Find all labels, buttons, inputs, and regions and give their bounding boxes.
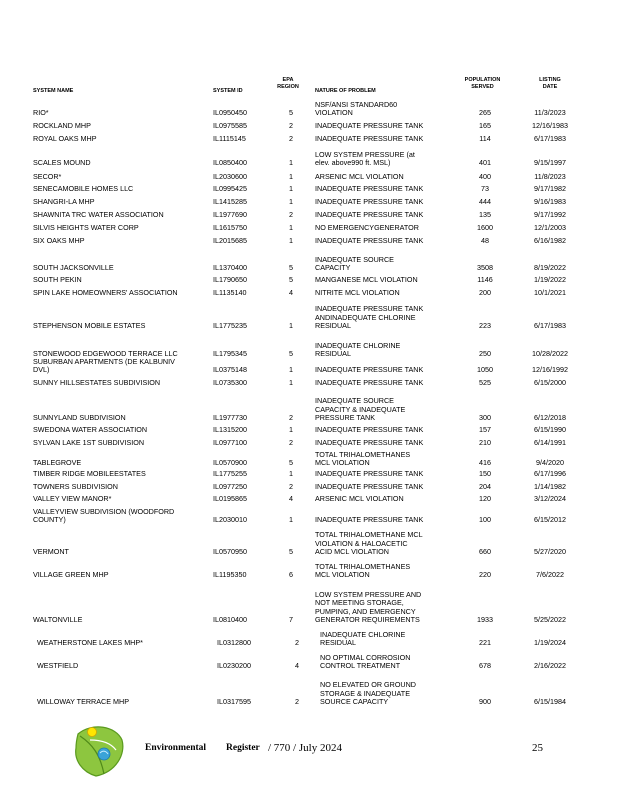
problem-cell: INADEQUATE PRESSURE TANK <box>315 235 424 245</box>
system-id-cell: IL1135140 <box>213 287 247 297</box>
page-footer <box>0 716 618 796</box>
epa-region-cell: 2 <box>289 120 293 130</box>
system-name-cell: SYLVAN LAKE 1ST SUBDIVISION <box>33 437 145 447</box>
system-id-cell: IL1795345 <box>213 348 247 358</box>
system-id-cell: IL0995425 <box>213 183 247 193</box>
listing-date-cell: 5/27/2020 <box>534 546 566 556</box>
epa-region-cell: 1 <box>289 235 293 245</box>
population-cell: 220 <box>479 569 491 579</box>
problem-cell: MANGANESE MCL VIOLATION <box>315 274 418 284</box>
system-id-cell: IL1775235 <box>213 320 247 330</box>
system-name-cell: WILLOWAY TERRACE MHP <box>37 696 129 706</box>
epa-region-cell: 1 <box>289 468 293 478</box>
problem-cell: INADEQUATE SOURCE CAPACITY <box>315 254 394 272</box>
population-cell: 1050 <box>477 364 493 374</box>
population-cell: 678 <box>479 660 491 670</box>
system-name-cell: SUNNYLAND SUBDIVISION <box>33 412 126 422</box>
problem-cell: LOW SYSTEM PRESSURE AND NOT MEETING STORAGE, PUMPING, AND EMERGENCY GENERATOR REQUIREMENTS <box>315 590 422 624</box>
system-name-cell: VALLEYVIEW SUBDIVISION (WOODFORD COUNTY) <box>33 506 175 524</box>
epa-region-cell: 2 <box>289 133 293 143</box>
listing-date-cell: 6/15/2000 <box>534 377 566 387</box>
population-cell: 200 <box>479 287 491 297</box>
system-name-cell: VALLEY VIEW MANOR* <box>33 493 112 503</box>
system-id-cell: IL0977100 <box>213 437 247 447</box>
header-system-name: SYSTEM NAME <box>33 88 74 94</box>
population-cell: 1600 <box>477 222 493 232</box>
listing-date-cell: 6/15/1990 <box>534 424 566 434</box>
epa-region-cell: 7 <box>289 614 293 624</box>
epa-region-cell: 1 <box>289 424 293 434</box>
population-cell: 210 <box>479 437 491 447</box>
population-cell: 120 <box>479 493 491 503</box>
epa-region-cell: 1 <box>289 157 293 167</box>
population-cell: 3508 <box>477 262 493 272</box>
system-id-cell: IL2030600 <box>213 171 247 181</box>
system-name-cell: STONEWOOD EDGEWOOD TERRACE LLC <box>33 348 178 358</box>
listing-date-cell: 11/8/2023 <box>534 171 566 181</box>
listing-date-cell: 8/19/2022 <box>534 262 566 272</box>
listing-date-cell: 6/17/1983 <box>534 320 566 330</box>
epa-region-cell: 4 <box>295 660 299 670</box>
problem-cell: ARSENIC MCL VIOLATION <box>315 171 404 181</box>
listing-date-cell: 12/16/1992 <box>532 364 568 374</box>
system-id-cell: IL0810400 <box>213 614 247 624</box>
system-name-cell: SECOR* <box>33 171 62 181</box>
system-name-cell: WEATHERSTONE LAKES MHP* <box>37 637 143 647</box>
population-cell: 223 <box>479 320 491 330</box>
epa-region-cell: 4 <box>289 493 293 503</box>
system-name-cell: TOWNERS SUBDIVISION <box>33 481 118 491</box>
system-id-cell: IL0735300 <box>213 377 247 387</box>
population-cell: 165 <box>479 120 491 130</box>
listing-date-cell: 6/17/1996 <box>534 468 566 478</box>
problem-cell: NO EMERGENCYGENERATOR <box>315 222 419 232</box>
epa-region-cell: 5 <box>289 546 293 556</box>
system-id-cell: IL0850400 <box>213 157 247 167</box>
listing-date-cell: 5/25/2022 <box>534 614 566 624</box>
epa-region-cell: 6 <box>289 569 293 579</box>
epa-region-cell: 5 <box>289 348 293 358</box>
problem-cell: TOTAL TRIHALOMETHANE MCL VIOLATION & HALOACETIC ACID MCL VIOLATION <box>315 530 423 556</box>
listing-date-cell: 9/16/1983 <box>534 196 566 206</box>
population-cell: 150 <box>479 468 491 478</box>
problem-cell: INADEQUATE SOURCE CAPACITY & INADEQUATE PRESSURE TANK <box>315 396 406 422</box>
listing-date-cell: 11/3/2023 <box>534 107 566 117</box>
problem-cell: INADEQUATE PRESSURE TANK <box>315 133 424 143</box>
system-name-cell: TABLEGROVE <box>33 457 82 467</box>
problem-cell: INADEQUATE PRESSURE TANK <box>315 514 424 524</box>
problem-cell: INADEQUATE PRESSURE TANK <box>315 364 424 374</box>
population-cell: 157 <box>479 424 491 434</box>
population-cell: 135 <box>479 209 491 219</box>
system-name-cell: SWEDONA WATER ASSOCIATION <box>33 424 148 434</box>
epa-region-cell: 5 <box>289 107 293 117</box>
system-name-cell: SUBURBAN APARTMENTS (DE KALBUNIV DVL) <box>33 356 175 374</box>
problem-cell: INADEQUATE CHLORINE RESIDUAL <box>315 340 401 358</box>
system-id-cell: IL0230200 <box>217 660 251 670</box>
listing-date-cell: 12/16/1983 <box>532 120 568 130</box>
system-name-cell: SCALES MOUND <box>33 157 91 167</box>
listing-date-cell: 6/14/1991 <box>534 437 566 447</box>
population-cell: 73 <box>481 183 489 193</box>
system-name-cell: VILLAGE GREEN MHP <box>33 569 109 579</box>
system-name-cell: SIX OAKS MHP <box>33 235 85 245</box>
footer-page-number: 25 <box>532 742 543 754</box>
problem-cell: INADEQUATE PRESSURE TANK ANDINADEQUATE CHLORINE RESIDUAL <box>315 304 424 330</box>
system-id-cell: IL2030010 <box>213 514 247 524</box>
system-name-cell: SENECAMOBILE HOMES LLC <box>33 183 134 193</box>
leaf-logo-icon <box>70 720 126 778</box>
listing-date-cell: 6/16/1982 <box>534 235 566 245</box>
population-cell: 1146 <box>477 274 493 284</box>
listing-date-cell: 1/19/2022 <box>534 274 566 284</box>
population-cell: 1933 <box>477 614 493 624</box>
system-name-cell: SHANGRI-LA MHP <box>33 196 95 206</box>
population-cell: 525 <box>479 377 491 387</box>
epa-region-cell: 2 <box>289 412 293 422</box>
system-id-cell: IL0977250 <box>213 481 247 491</box>
epa-region-cell: 4 <box>289 287 293 297</box>
problem-cell: INADEQUATE PRESSURE TANK <box>315 183 424 193</box>
problem-cell: LOW SYSTEM PRESSURE (at elev. above990 ft. MSL) <box>315 149 415 167</box>
listing-date-cell: 6/12/2018 <box>534 412 566 422</box>
system-name-cell: WESTFIELD <box>37 660 79 670</box>
population-cell: 400 <box>479 171 491 181</box>
problem-cell: TOTAL TRIHALOMETHANES MCL VIOLATION <box>315 449 411 467</box>
table-row <box>0 646 618 706</box>
epa-region-cell: 1 <box>289 364 293 374</box>
system-name-cell: RIO* <box>33 107 49 117</box>
epa-region-cell: 1 <box>289 320 293 330</box>
epa-region-cell: 2 <box>295 637 299 647</box>
listing-date-cell: 2/16/2022 <box>534 660 566 670</box>
system-name-cell: SOUTH JACKSONVILLE <box>33 262 114 272</box>
population-cell: 114 <box>479 133 491 143</box>
system-id-cell: IL1977690 <box>213 209 247 219</box>
system-name-cell: TIMBER RIDGE MOBILEESTATES <box>33 468 146 478</box>
listing-date-cell: 6/15/1984 <box>534 696 566 706</box>
problem-cell: INADEQUATE PRESSURE TANK <box>315 468 424 478</box>
listing-date-cell: 1/14/1982 <box>534 481 566 491</box>
system-id-cell: IL2015685 <box>213 235 247 245</box>
problem-cell: INADEQUATE PRESSURE TANK <box>315 437 424 447</box>
population-cell: 100 <box>479 514 491 524</box>
problem-cell: NO OPTIMAL CORROSION CONTROL TREATMENT <box>320 652 411 670</box>
system-id-cell: IL1115145 <box>213 133 246 143</box>
problem-cell: INADEQUATE CHLORINE RESIDUAL <box>320 629 406 647</box>
system-id-cell: IL1977730 <box>213 412 247 422</box>
system-id-cell: IL1415285 <box>213 196 247 206</box>
system-id-cell: IL0317595 <box>217 696 251 706</box>
epa-region-cell: 2 <box>289 209 293 219</box>
system-id-cell: IL0975585 <box>213 120 247 130</box>
header-nature-of-problem: NATURE OF PROBLEM <box>315 88 376 94</box>
listing-date-cell: 9/4/2020 <box>536 457 564 467</box>
population-cell: 48 <box>481 235 489 245</box>
epa-region-cell: 5 <box>289 457 293 467</box>
listing-date-cell: 10/28/2022 <box>532 348 568 358</box>
population-cell: 204 <box>479 481 491 491</box>
population-cell: 265 <box>479 107 491 117</box>
problem-cell: INADEQUATE PRESSURE TANK <box>315 120 424 130</box>
footer-register: Register <box>226 743 260 753</box>
system-id-cell: IL0195865 <box>213 493 247 503</box>
header-listing-date: LISTING DATE <box>539 77 561 90</box>
listing-date-cell: 12/1/2003 <box>534 222 566 232</box>
epa-region-cell: 2 <box>289 437 293 447</box>
problem-cell: INADEQUATE PRESSURE TANK <box>315 424 424 434</box>
population-cell: 444 <box>479 196 491 206</box>
listing-date-cell: 10/1/2021 <box>534 287 566 297</box>
epa-region-cell: 1 <box>289 222 293 232</box>
system-id-cell: IL0570900 <box>213 457 247 467</box>
problem-cell: INADEQUATE PRESSURE TANK <box>315 209 424 219</box>
problem-cell: INADEQUATE PRESSURE TANK <box>315 481 424 491</box>
listing-date-cell: 9/17/1982 <box>534 183 566 193</box>
listing-date-cell: 6/17/1983 <box>534 133 566 143</box>
system-name-cell: SOUTH PEKIN <box>33 274 82 284</box>
listing-date-cell: 7/6/2022 <box>536 569 564 579</box>
system-name-cell: WALTONVILLE <box>33 614 83 624</box>
population-cell: 401 <box>479 157 491 167</box>
system-id-cell: IL1315200 <box>213 424 247 434</box>
epa-region-cell: 1 <box>289 514 293 524</box>
system-id-cell: IL1615750 <box>213 222 247 232</box>
problem-cell: ARSENIC MCL VIOLATION <box>315 493 404 503</box>
problem-cell: NSF/ANSI STANDARD60 VIOLATION <box>315 99 398 117</box>
population-cell: 300 <box>479 412 491 422</box>
population-cell: 660 <box>479 546 491 556</box>
system-id-cell: IL0375148 <box>213 364 247 374</box>
problem-cell: INADEQUATE PRESSURE TANK <box>315 377 424 387</box>
epa-region-cell: 5 <box>289 262 293 272</box>
epa-region-cell: 2 <box>295 696 299 706</box>
listing-date-cell: 9/17/1992 <box>534 209 566 219</box>
system-name-cell: ROYAL OAKS MHP <box>33 133 97 143</box>
system-name-cell: SUNNY HILLSESTATES SUBDIVISION <box>33 377 161 387</box>
header-epa-region: EPA REGION <box>277 77 299 90</box>
footer-issue: / 770 / July 2024 <box>268 742 342 754</box>
footer-environmental: Environmental <box>145 743 207 753</box>
system-id-cell: IL1790650 <box>213 274 247 284</box>
epa-region-cell: 1 <box>289 377 293 387</box>
header-population-served: POPULATION SERVED <box>464 77 501 90</box>
epa-region-cell: 5 <box>289 274 293 284</box>
epa-region-cell: 1 <box>289 171 293 181</box>
system-id-cell: IL1195350 <box>213 569 247 579</box>
system-name-cell: ROCKLAND MHP <box>33 120 91 130</box>
epa-region-cell: 1 <box>289 183 293 193</box>
system-name-cell: SPIN LAKE HOMEOWNERS' ASSOCIATION <box>33 287 178 297</box>
listing-date-cell: 6/15/2012 <box>534 514 566 524</box>
problem-cell: INADEQUATE PRESSURE TANK <box>315 196 424 206</box>
listing-date-cell: 1/19/2024 <box>534 637 566 647</box>
system-id-cell: IL0570950 <box>213 546 247 556</box>
header-system-id: SYSTEM ID <box>213 88 243 94</box>
system-name-cell: VERMONT <box>33 546 69 556</box>
listing-date-cell: 9/15/1997 <box>534 157 566 167</box>
population-cell: 416 <box>479 457 491 467</box>
system-name-cell: SHAWNITA TRC WATER ASSOCIATION <box>33 209 164 219</box>
population-cell: 900 <box>479 696 491 706</box>
problem-cell: NITRITE MCL VIOLATION <box>315 287 400 297</box>
epa-region-cell: 2 <box>289 481 293 491</box>
problem-cell: TOTAL TRIHALOMETHANES MCL VIOLATION <box>315 561 411 579</box>
system-name-cell: STEPHENSON MOBILE ESTATES <box>33 320 146 330</box>
population-cell: 250 <box>479 348 491 358</box>
system-id-cell: IL0312800 <box>217 637 251 647</box>
system-id-cell: IL1370400 <box>213 262 247 272</box>
problem-cell: NO ELEVATED OR GROUND STORAGE & INADEQUATE SOURCE CAPACITY <box>320 680 416 706</box>
epa-region-cell: 1 <box>289 196 293 206</box>
system-id-cell: IL0950450 <box>213 107 247 117</box>
system-id-cell: IL1775255 <box>213 468 247 478</box>
population-cell: 221 <box>479 637 491 647</box>
system-name-cell: SILVIS HEIGHTS WATER CORP <box>33 222 139 232</box>
listing-date-cell: 3/12/2024 <box>534 493 566 503</box>
